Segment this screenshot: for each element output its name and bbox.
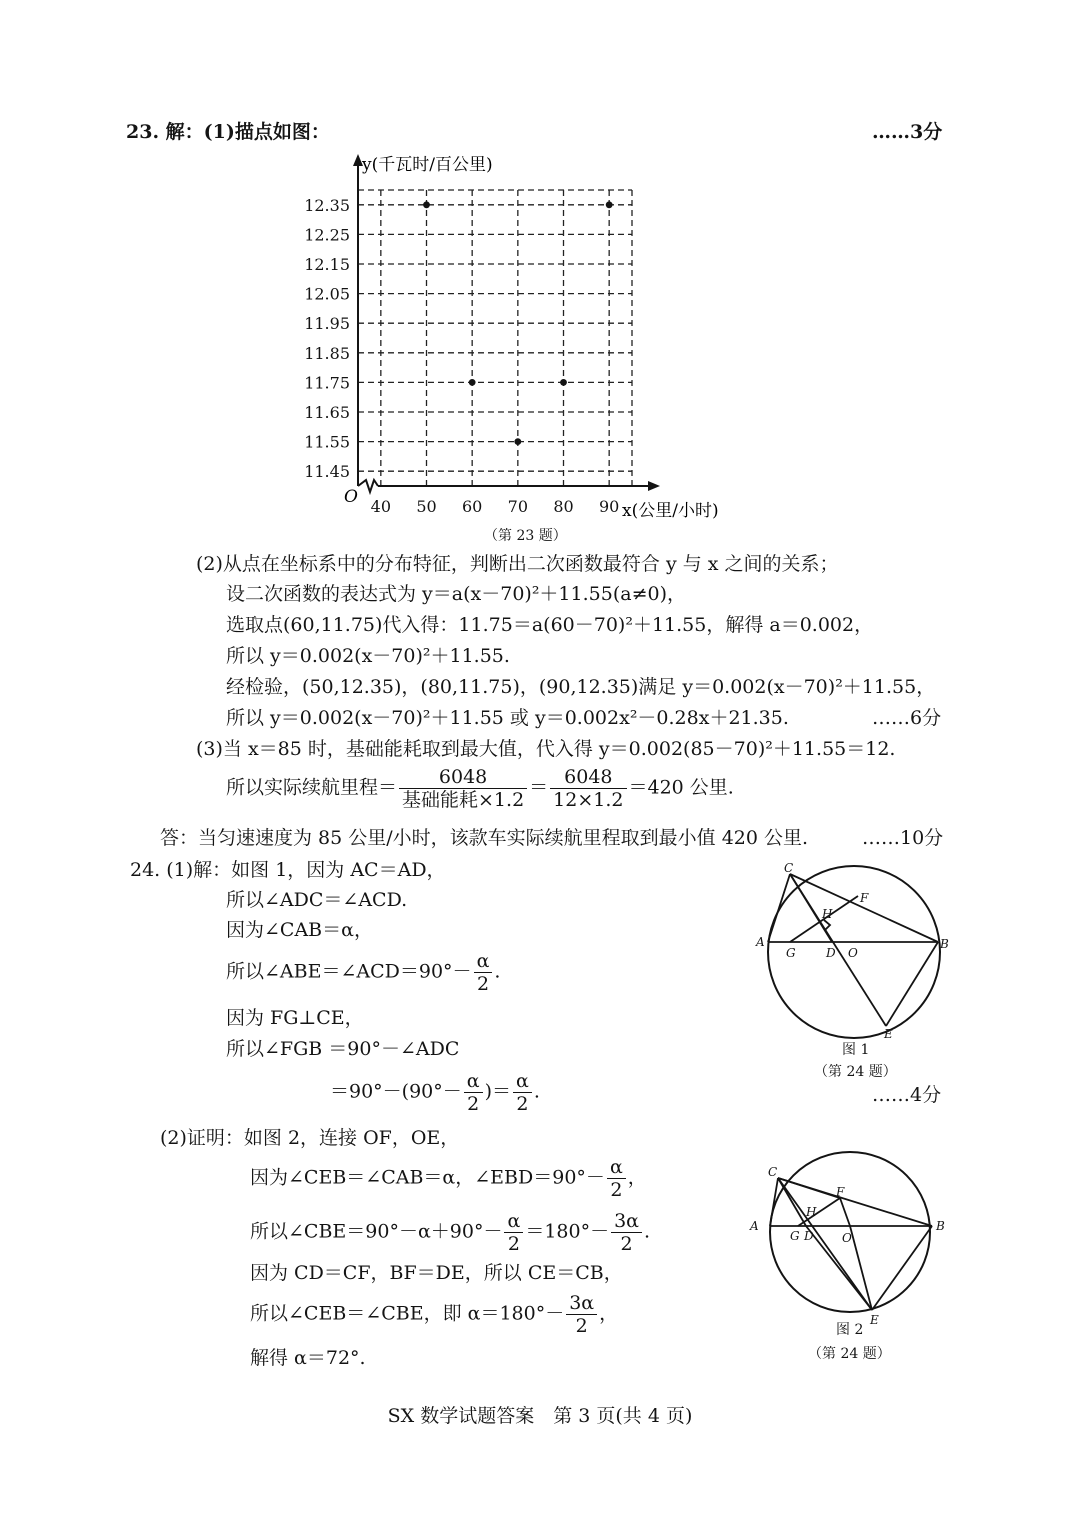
- fig2-label: 图 2: [836, 1322, 864, 1338]
- fig1-caption: （第 24 题）: [814, 1064, 897, 1080]
- y-tick-label: 11.65: [304, 403, 350, 422]
- fig2-label-a: A: [750, 1219, 759, 1233]
- q24-line6: [330, 1070, 540, 1115]
- q23-frac2-denominator: 12×1.2: [553, 789, 624, 811]
- q24-m2-numerator-1: α: [504, 1210, 523, 1233]
- fig1-label-b: B: [940, 937, 949, 951]
- q24-m-line3: 因为 CD＝CF，BF＝DE，所以 CE＝CB，: [250, 1262, 623, 1284]
- y-tick-label: 12.25: [304, 225, 350, 245]
- q24-l3-fraction: [474, 950, 493, 995]
- q24-m4-numerator: 3α: [566, 1292, 597, 1315]
- y-tick-label: 12.05: [304, 284, 350, 304]
- chart-tick-labels: [304, 196, 619, 516]
- q24-m-line4: [250, 1292, 618, 1337]
- q23-p2-line5: 经检验，(50,12.35)，(80,11.75)，(90,12.35)满足 y＝0.002(x－70)²＋11.55，: [226, 676, 936, 698]
- q24-m1-denominator: 2: [610, 1179, 623, 1201]
- q24-m-line1: [250, 1156, 647, 1201]
- q24-m1-suffix: ，: [627, 1166, 647, 1189]
- axis-break: [358, 480, 378, 492]
- q24-line4: 因为 FG⊥CE，: [226, 1007, 364, 1029]
- fig2-label-e: E: [870, 1313, 879, 1327]
- q24-l3-suffix: .: [494, 960, 501, 983]
- fig2-label-b: B: [936, 1219, 945, 1233]
- q24-l3-prefix: 所以∠ABE＝∠ACD＝90°－: [226, 960, 472, 983]
- q24-m2-denominator-1: 2: [507, 1233, 520, 1255]
- fig2-label-o: O: [842, 1231, 852, 1245]
- q23-p2-line3: 选取点(60,11.75)代入得：11.75＝a(60－70)²＋11.55，解得 a＝0.002，: [226, 614, 874, 636]
- q23-fraction-1: [399, 766, 527, 811]
- q24-figure-1: [750, 858, 960, 1058]
- y-tick-label: 12.35: [304, 195, 350, 215]
- q24-figure-2: [748, 1150, 958, 1345]
- q23-chart-caption: （第 23 题）: [484, 528, 567, 544]
- q24-m-line5: 解得 α＝72°.: [250, 1347, 366, 1369]
- x-tick-label: 60: [461, 497, 483, 516]
- chart-y-axis-label: y(千瓦时/百公里): [362, 155, 493, 175]
- y-tick-label: 11.55: [304, 432, 350, 452]
- q24-l6-denominator-1: 2: [467, 1093, 480, 1115]
- q23-p2-line4: 所以 y＝0.002(x－70)²＋11.55.: [226, 645, 510, 667]
- q24-m2-fraction-2: [611, 1210, 642, 1255]
- fig2-segment-eb: [872, 1226, 932, 1310]
- y-tick-label: 11.75: [304, 373, 350, 393]
- chart-origin-label: O: [344, 487, 358, 507]
- q24-l6-fraction-2: [513, 1070, 532, 1115]
- q24-m4-prefix: 所以∠CEB＝∠CBE，即 α＝180°－: [250, 1302, 565, 1325]
- y-tick-label: 12.15: [304, 255, 350, 274]
- q23-score-3: ……10分: [862, 827, 944, 849]
- q24-l6-mid: )＝: [484, 1080, 512, 1103]
- q24-m1-prefix: 因为∠CEB＝∠CAB＝α，∠EBD＝90°－: [250, 1166, 605, 1189]
- fig2-label-g: G: [790, 1229, 800, 1243]
- fig2-segment-ce: [778, 1178, 872, 1310]
- q24-line3: [226, 950, 500, 995]
- q24-m2-prefix: 所以∠CBE＝90°－α＋90°－: [250, 1220, 503, 1243]
- q24-line2: 因为∠CAB＝α，: [226, 919, 373, 941]
- q23-p2-line6: 所以 y＝0.002(x－70)²＋11.55 或 y＝0.002x²－0.28x＋21.35.: [226, 707, 789, 729]
- q24-l3-denominator: 2: [476, 973, 490, 995]
- x-tick-label: 50: [416, 497, 437, 516]
- q23-score-1: ……3分: [872, 121, 943, 143]
- q24-m4-fraction: [566, 1292, 597, 1337]
- fig1-label-e: E: [884, 1027, 893, 1041]
- chart-grid: [358, 190, 632, 486]
- q23-p3-formula: 所以实际续航里程＝ $\frac{6048}{\text{基础能耗×1.2}}$ ＝ $\frac{6048}{12\times 1.2}$ ＝420 公里.: [226, 766, 734, 811]
- q24-m2-mid: ＝180°－: [525, 1220, 610, 1243]
- data-point: [469, 379, 476, 386]
- q24-part2-header: (2)证明：如图 2，连接 OF，OE，: [160, 1127, 460, 1149]
- q24-m2-numerator-2: 3α: [611, 1210, 642, 1233]
- q23-p3-prefix: 所以实际续航里程＝: [226, 776, 398, 799]
- fig2-label-d: D: [804, 1229, 814, 1243]
- q24-m4-denominator: 2: [575, 1315, 588, 1337]
- q23-p3-suffix: ＝420 公里.: [628, 776, 734, 799]
- q23-fraction-2: [550, 766, 626, 811]
- x-tick-label: 80: [553, 497, 574, 516]
- q24-header: 24. (1)解：如图 1，因为 AC＝AD，: [130, 859, 446, 881]
- q24-l6-denominator-2: 2: [516, 1093, 529, 1115]
- q23-frac2-numerator: 6048: [550, 766, 626, 789]
- data-point: [560, 379, 567, 386]
- fig1-segment-ac: [768, 874, 790, 942]
- q23-score-2: ……6分: [872, 707, 942, 729]
- q24-m2-fraction-1: [504, 1210, 523, 1255]
- fig1-label-d: D: [826, 946, 836, 960]
- fig1-label: 图 1: [842, 1042, 870, 1058]
- x-tick-label: 40: [370, 497, 392, 516]
- q23-header: 23. 解：(1)描点如图：: [126, 121, 330, 143]
- data-point: [606, 201, 613, 208]
- fig1-label-c: C: [784, 861, 794, 875]
- q23-p2-line1: (2)从点在坐标系中的分布特征，判断出二次函数最符合 y 与 x 之间的关系；: [196, 553, 839, 575]
- q24-score-1: ……4分: [872, 1084, 942, 1106]
- q24-l6-suffix: .: [533, 1080, 540, 1103]
- q24-line5: 所以∠FGB ＝90°－∠ADC: [226, 1038, 460, 1060]
- q24-m2-suffix: .: [644, 1220, 651, 1243]
- chart-x-axis-label: x(公里/小时): [622, 501, 719, 521]
- q24-l3-numerator: α: [474, 950, 493, 973]
- fig2-caption: （第 24 题）: [808, 1346, 891, 1362]
- q24-m2-denominator-2: 2: [620, 1233, 633, 1255]
- q23-frac1-denominator: 基础能耗×1.2: [402, 789, 525, 811]
- q23-answer: 答：当匀速速度为 85 公里/小时，该款车实际续航里程取到最小值 420 公里.: [160, 827, 809, 849]
- q24-l6-numerator-2: α: [513, 1070, 532, 1093]
- q23-scatter-chart: [300, 150, 760, 530]
- page-footer: SX 数学试题答案 第 3 页(共 4 页): [387, 1405, 693, 1427]
- fig2-label-h: H: [806, 1205, 817, 1219]
- y-tick-label: 11.95: [304, 314, 350, 334]
- q23-p2-line2: 设二次函数的表达式为 y＝a(x－70)²＋11.55(a≠0)，: [226, 583, 686, 605]
- y-tick-label: 11.85: [304, 343, 350, 363]
- q24-m1-numerator: α: [607, 1156, 626, 1179]
- fig2-segment-fg: [798, 1198, 840, 1226]
- x-axis-arrow: [648, 481, 660, 491]
- y-tick-label: 11.45: [304, 462, 350, 482]
- q23-frac1-numerator: 6048: [399, 766, 527, 789]
- q24-l6-numerator-1: α: [464, 1070, 483, 1093]
- fig2-segment-de: [806, 1226, 872, 1310]
- fig2-label-f: F: [836, 1185, 845, 1199]
- fig1-label-a: A: [756, 935, 765, 949]
- fig1-segment-eb: [886, 942, 938, 1026]
- q24-l6-prefix: ＝90°－(90°－: [330, 1080, 462, 1103]
- fig1-label-h: H: [822, 907, 833, 921]
- q23-p3-line1: (3)当 x＝85 时，基础能耗取到最大值，代入得 y＝0.002(85－70)²＋11.55＝12.: [196, 738, 896, 760]
- x-tick-label: 90: [598, 497, 620, 516]
- q24-l6-fraction-1: [464, 1070, 483, 1115]
- fig1-label-f: F: [860, 891, 869, 905]
- fig1-label-o: O: [848, 946, 858, 960]
- fig2-label-c: C: [768, 1165, 778, 1179]
- fig1-label-g: G: [786, 946, 796, 960]
- q24-line1: 所以∠ADC＝∠ACD.: [226, 889, 408, 911]
- q24-m4-suffix: ，: [599, 1302, 619, 1325]
- x-tick-label: 70: [507, 497, 529, 516]
- q24-m1-fraction: [607, 1156, 626, 1201]
- data-point: [423, 201, 430, 208]
- q24-m-line2: [250, 1210, 650, 1255]
- fig2-segment-fo: [840, 1198, 850, 1226]
- data-point: [514, 438, 521, 445]
